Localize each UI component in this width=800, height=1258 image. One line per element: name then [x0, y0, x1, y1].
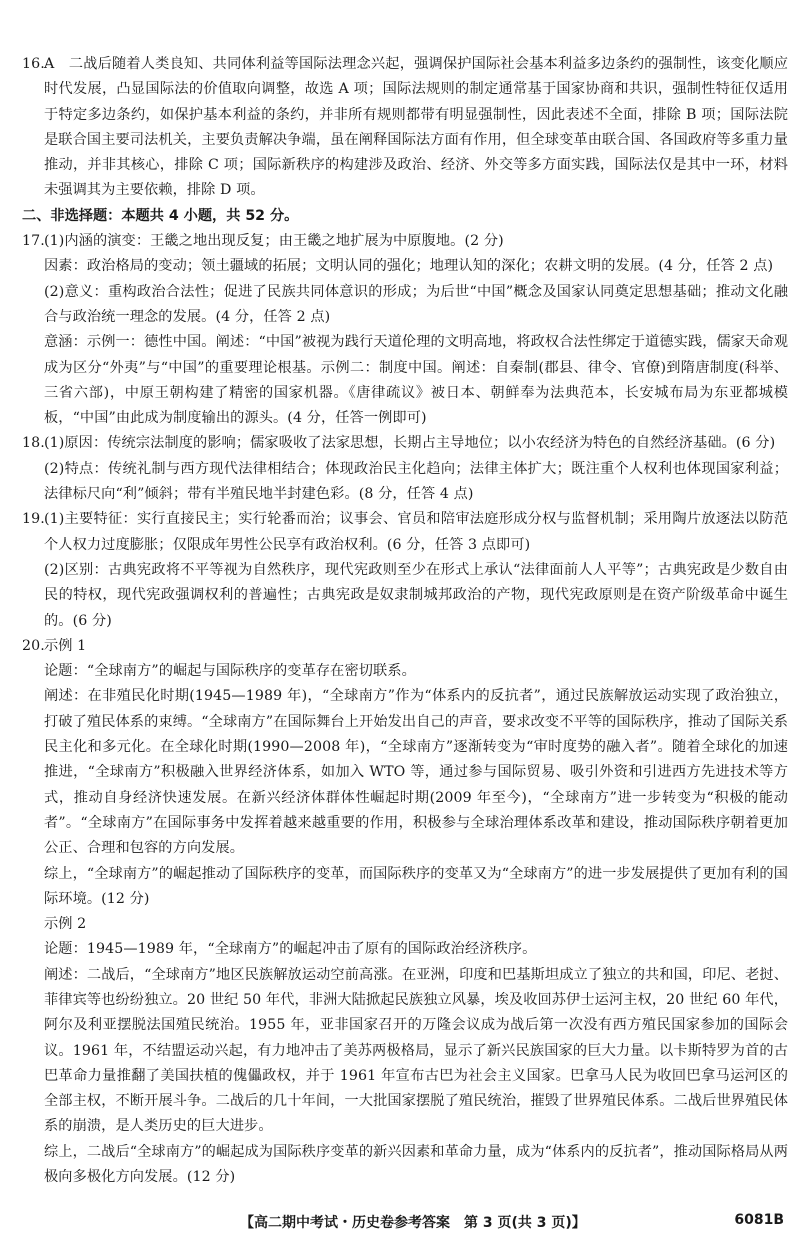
- example-1-title: 示例 1: [44, 637, 87, 654]
- question-number: 19.: [22, 511, 45, 528]
- example-1-summary: 综上，“全球南方”的崛起推动了国际秩序的变革，而国际秩序的变革又为“全球南方”的进一步发展提供了更加有利的国际环境。(12 分): [44, 865, 788, 907]
- example-2-thesis: 论题：1945—1989 年，“全球南方”的崛起冲击了原有的国际政治经济秩序。: [44, 941, 537, 958]
- question-17-part1: (1)内涵的演变：王畿之地出现反复；由王畿之地扩展为中原腹地。(2 分): [44, 233, 504, 250]
- section-heading: 二、非选择题：本题共 4 小题，共 52 分。: [22, 207, 299, 224]
- example-2-title: 示例 2: [44, 916, 87, 933]
- example-1-thesis: 论题：“全球南方”的崛起与国际秩序的变革存在密切联系。: [44, 663, 416, 680]
- question-number: 18.: [22, 435, 45, 452]
- question-18: [22, 431, 788, 507]
- question-19: [22, 507, 788, 633]
- question-19-part1: (1)主要特征：实行直接民主；实行轮番而治；议事会、官员和陪审法庭形成分权与监督机制；采用陶片放逐法以防范个人权力过度膨胀；仅限成年男性公民享有政治权利。(6 分，任答 3 点即可): [44, 511, 788, 553]
- question-18-part2: (2)特点：传统礼制与西方现代法律相结合；体现政治民主化趋向；法律主体扩大；既注重个人权利也体现国家利益；法律标尺向“利”倾斜；带有半殖民地半封建色彩。(8 分，任答 4 点): [44, 460, 788, 503]
- question-18-part1: (1)原因：传统宗法制度的影响；儒家吸收了法家思想，长期占主导地位；以小农经济为特色的自然经济基础。(6 分): [44, 435, 776, 452]
- question-16: [22, 52, 788, 204]
- example-2-summary: 综上，二战后“全球南方”的崛起成为国际秩序变革的新兴因素和革命力量，成为“体系内的反抗者”，推动国际格局从两极向多极化方向发展。(12 分): [44, 1143, 788, 1186]
- question-19-part2: (2)区别：古典宪政将不平等视为自然秩序，现代宪政则至少在形式上承认“法律面前人人平等”；古典宪政是少数自由民的特权，现代宪政强调权利的普遍性；古典宪政是奴隶制城邦政治的产物，现代宪政原则是在资产阶级革命中诞生的。(6 分): [44, 561, 788, 629]
- example-1-body: 阐述：在非殖民化时期(1945—1989 年)，“全球南方”作为“体系内的反抗者”，通过民族解放运动实现了政治独立，打破了殖民体系的束缚。“全球南方”在国际舞台上开始发出自己的声音，要求改变不平等的国际秩序，推动了国际关系民主化和多元化。在全球化时期(1990—2008 年)，“全球南方”逐渐转变为“审时度势的融入者”。随着全球化的加速推进，“全球南方”积极融入世界经济体系，如加入 WTO 等，通过参与国际贸易、吸引外资和引进西方先进技术等方式，推动自身经济快速发展。在新兴经济体群体性崛起时期(2009 年至今)，“全球南方”进一步转变为“积极的能动者”。“全球南方”在国际事务中发挥着越来越重要的作用，积极参与全球治理体系改革和建设，推动国际秩序朝着更加公正、合理和包容的方向发展。: [44, 688, 788, 857]
- answer-page: [22, 52, 788, 1190]
- question-number: 17.: [22, 233, 45, 250]
- question-20: [22, 634, 788, 1191]
- question-number: 20.: [22, 637, 45, 654]
- question-16-text: A 二战后随着人类良知、共同体利益等国际法理念兴起，强调保护国际社会基本利益多边条约的强制性，该变化顺应时代发展，凸显国际法的价值取向调整，故选 A 项；国际法规则的制定通常基于国家协商和共识，强制性特征仅适用于特定多边条约，如保护基本利益的条约，并非所有规则都带有明显强制性，因此表述不全面，排除 B 项；国际法院是联合国主要司法机关，主要负责解决争端，虽在阐释国际法方面有作用，但全球变革由联合国、各国政府等多重力量推动，并非其核心，排除 C 项；国际新秩序的构建涉及政治、经济、外交等多方面实践，国际法仅是其中一环，材料未强调其为主要依赖，排除 D 项。: [44, 56, 788, 199]
- question-17-factors: 因素：政治格局的变动；领土疆域的拓展；文明认同的强化；地理认知的深化；农耕文明的发展。(4 分，任答 2 点): [44, 258, 774, 275]
- question-17-part2: (2)意义：重构政治合法性；促进了民族共同体意识的形成；为后世“中国”概念及国家认同奠定思想基础；推动文化融合与政治统一理念的发展。(4 分，任答 2 点): [44, 283, 788, 325]
- footer-code: 6081B: [734, 1212, 784, 1228]
- question-17-meaning: 意涵：示例一：德性中国。阐述：“中国”被视为践行天道伦理的文明高地，将政权合法性绑定于道德实践，儒家天命观成为区分“外夷”与“中国”的重要理论根基。示例二：制度中国。阐述：自秦制(郡县、律令、官僚)到隋唐制度(科举、三省六部)，中原王朝构建了精密的国家机器。《唐律疏议》被日本、朝鲜奉为法典范本，长安城布局为东亚都城模板，“中国”由此成为制度输出的源头。(4 分，任答一例即可): [44, 334, 788, 427]
- page-footer: [0, 1206, 800, 1236]
- example-2-body: 阐述：二战后，“全球南方”地区民族解放运动空前高涨。在亚洲，印度和巴基斯坦成立了独立的共和国，印尼、老挝、菲律宾等也纷纷独立。20 世纪 50 年代，非洲大陆掀起民族独立风暴，埃及收回苏伊士运河主权，20 世纪 60 年代，阿尔及利亚摆脱法国殖民统治。1955 年，亚非国家召开的万隆会议成为战后第一次没有西方殖民国家参加的国际会议。1961 年，不结盟运动兴起，有力地冲击了美苏两极格局，显示了新兴民族国家的巨大力量。以卡斯特罗为首的古巴革命力量推翻了美国扶植的傀儡政权，并于 1961 年宣布古巴为社会主义国家。巴拿马人民为收回巴拿马运河区的全部主权，不断开展斗争。二战后的几十年间，一大批国家摆脱了殖民统治，摧毁了世界殖民体系。二战后世界殖民体系的崩溃，是人类历史的巨大进步。: [44, 966, 788, 1135]
- footer-page-info: 【高二期中考试・历史卷参考答案 第 3 页(共 3 页)】: [240, 1215, 586, 1231]
- question-number: 16.: [22, 56, 45, 72]
- question-17: [22, 229, 788, 431]
